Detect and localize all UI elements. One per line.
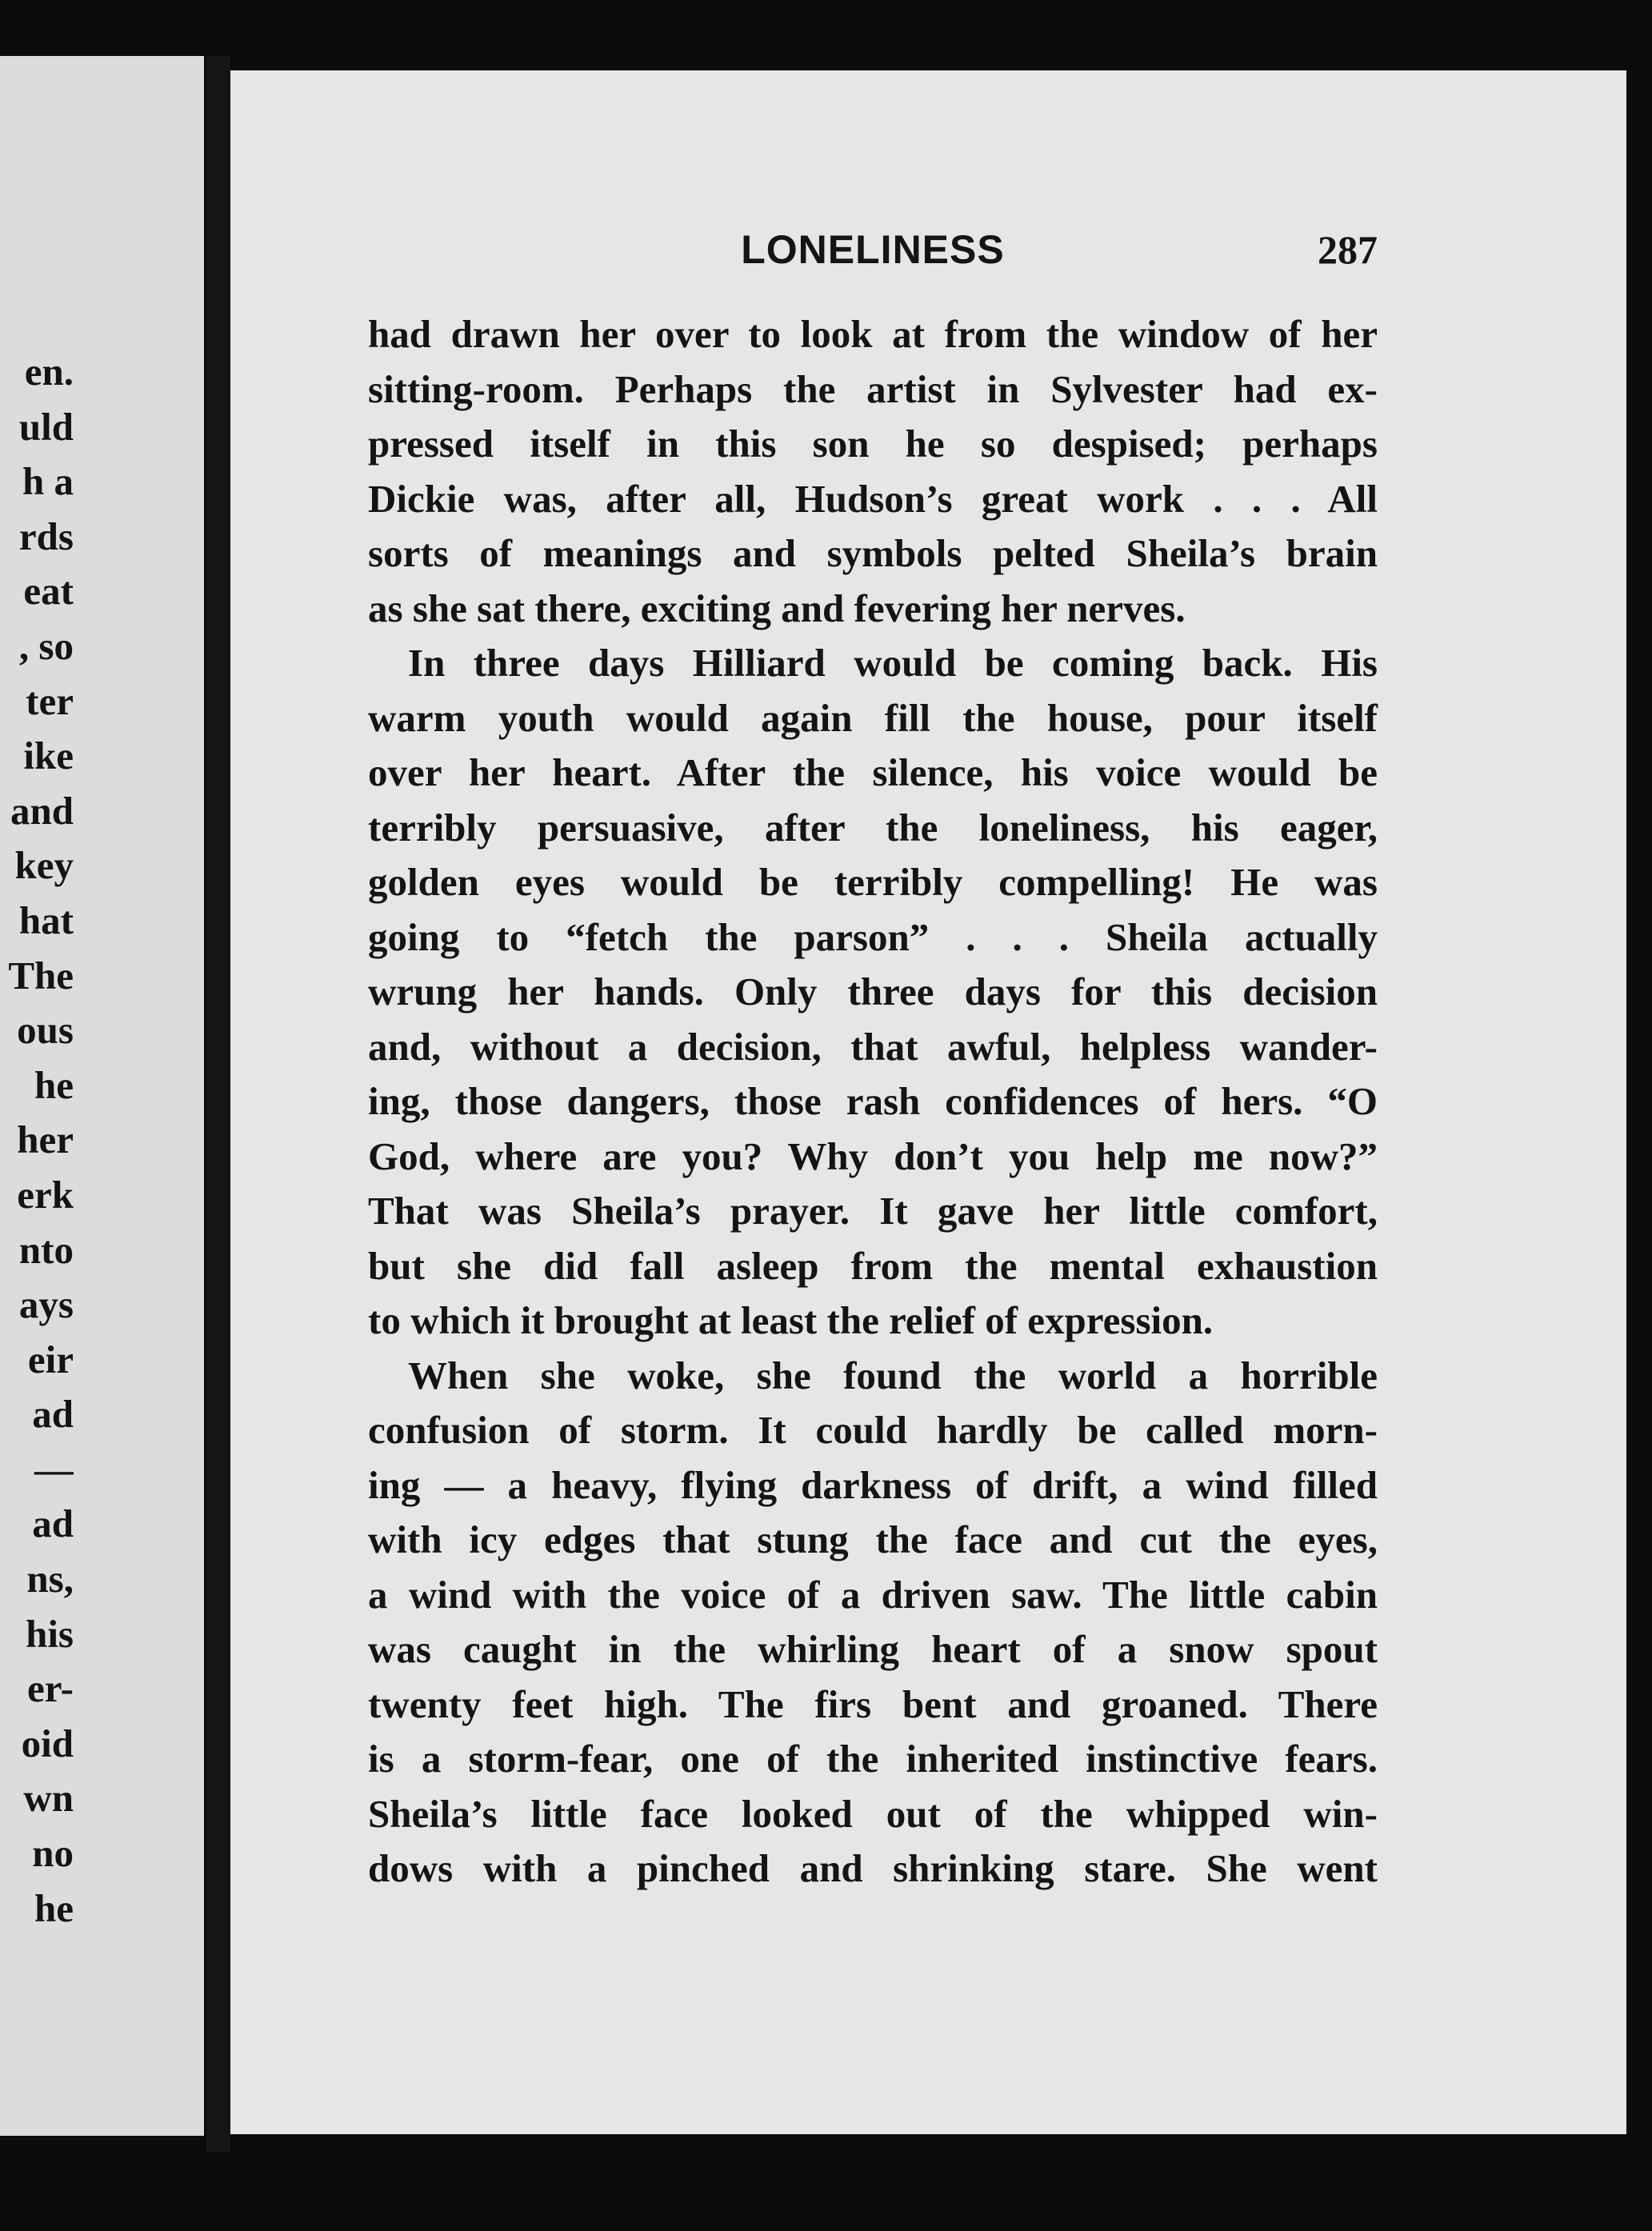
- book-gutter: [206, 56, 230, 2152]
- left-page-line: her: [17, 1117, 74, 1162]
- text-line: to which it brought at least the relief of expression.: [368, 1298, 1214, 1342]
- left-page-line: eir: [27, 1337, 74, 1381]
- text-line: but she did fall asleep from the mental exhaustion: [368, 1243, 1378, 1288]
- left-page-line: —: [34, 1446, 74, 1491]
- left-page-line: ad: [32, 1501, 74, 1546]
- text-line: ing — a heavy, flying darkness of drift, a wind filled: [368, 1462, 1378, 1507]
- left-page-line: ter: [26, 678, 74, 723]
- left-page-line: hat: [18, 898, 74, 942]
- left-page-line: uld: [18, 404, 74, 449]
- left-page-line: rds: [18, 514, 74, 558]
- left-page-line: and: [10, 788, 74, 833]
- text-line: dows with a pinched and shrinking stare. She went: [368, 1846, 1378, 1890]
- text-line: Dickie was, after all, Hudson’s great work . . . All: [368, 476, 1378, 521]
- left-page-line: he: [34, 1062, 74, 1107]
- running-head: [368, 222, 1378, 277]
- text-line: Sheila’s little face looked out of the whipped win-: [368, 1791, 1378, 1836]
- text-line: God, where are you? Why don’t you help me now?”: [368, 1133, 1378, 1178]
- left-page-line: en.: [24, 350, 74, 394]
- text-line: over her heart. After the silence, his voice would be: [368, 750, 1378, 794]
- text-line: pressed itself in this son he so despised; perhaps: [368, 422, 1378, 466]
- left-page: [0, 56, 204, 2136]
- left-page-line: ous: [17, 1008, 74, 1053]
- left-page-line: ays: [18, 1282, 74, 1327]
- text-line: and, without a decision, that awful, helpless wander-: [368, 1024, 1378, 1069]
- text-line: twenty feet high. The firs bent and groaned. There: [368, 1681, 1378, 1726]
- left-page-text-fragments: [0, 345, 74, 1936]
- left-page-line: oid: [21, 1721, 74, 1765]
- text-line: with icy edges that stung the face and cut the eyes,: [368, 1517, 1378, 1561]
- text-line: That was Sheila’s prayer. It gave her little comfort,: [368, 1189, 1378, 1233]
- left-page-line: ad: [32, 1392, 74, 1437]
- left-page-line: wn: [23, 1776, 74, 1821]
- text-line: had drawn her over to look at from the window of her: [368, 312, 1378, 356]
- page-number: 287: [1318, 227, 1378, 272]
- text-line: is a storm-fear, one of the inherited instinctive fears.: [368, 1737, 1378, 1781]
- paragraph-first-line: In three days Hilliard would be coming back. His: [408, 641, 1378, 685]
- left-page-line: h a: [22, 459, 74, 504]
- text-line: ing, those dangers, those rash confidences of hers. “O: [368, 1079, 1378, 1123]
- text-line: terribly persuasive, after the loneliness, his eager,: [368, 805, 1378, 850]
- left-page-line: he: [34, 1885, 74, 1930]
- text-line: as she sat there, exciting and fevering her nerves.: [368, 586, 1186, 630]
- text-line: was caught in the whirling heart of a snow spout: [368, 1627, 1378, 1671]
- left-page-line: er-: [27, 1666, 74, 1711]
- text-line: sitting-room. Perhaps the artist in Sylvester had ex-: [368, 366, 1378, 411]
- left-page-line: nto: [18, 1227, 74, 1272]
- left-page-line: ike: [23, 734, 74, 778]
- text-line: sorts of meanings and symbols pelted Sheila’s brain: [368, 531, 1378, 575]
- left-page-line: erk: [17, 1172, 74, 1217]
- paragraph-first-line: When she woke, she found the world a horrible: [408, 1353, 1378, 1397]
- left-page-line: no: [32, 1831, 74, 1876]
- text-line: warm youth would again fill the house, pour itself: [368, 695, 1378, 740]
- left-page-line: eat: [23, 569, 74, 614]
- left-page-line: key: [14, 843, 74, 888]
- left-page-line: his: [26, 1611, 74, 1656]
- text-line: confusion of storm. It could hardly be called morn-: [368, 1408, 1378, 1452]
- left-page-line: , so: [18, 623, 74, 668]
- text-line: a wind with the voice of a driven saw. The little cabin: [368, 1572, 1378, 1617]
- left-page-line: ns,: [26, 1557, 74, 1601]
- text-line: wrung her hands. Only three days for this decision: [368, 970, 1378, 1014]
- left-page-line: The: [8, 953, 74, 998]
- body-text: [368, 307, 1378, 1897]
- chapter-title: LONELINESS: [741, 227, 1005, 272]
- text-line: going to “fetch the parson” . . . Sheila actually: [368, 914, 1378, 959]
- text-line: golden eyes would be terribly compelling! He was: [368, 860, 1378, 904]
